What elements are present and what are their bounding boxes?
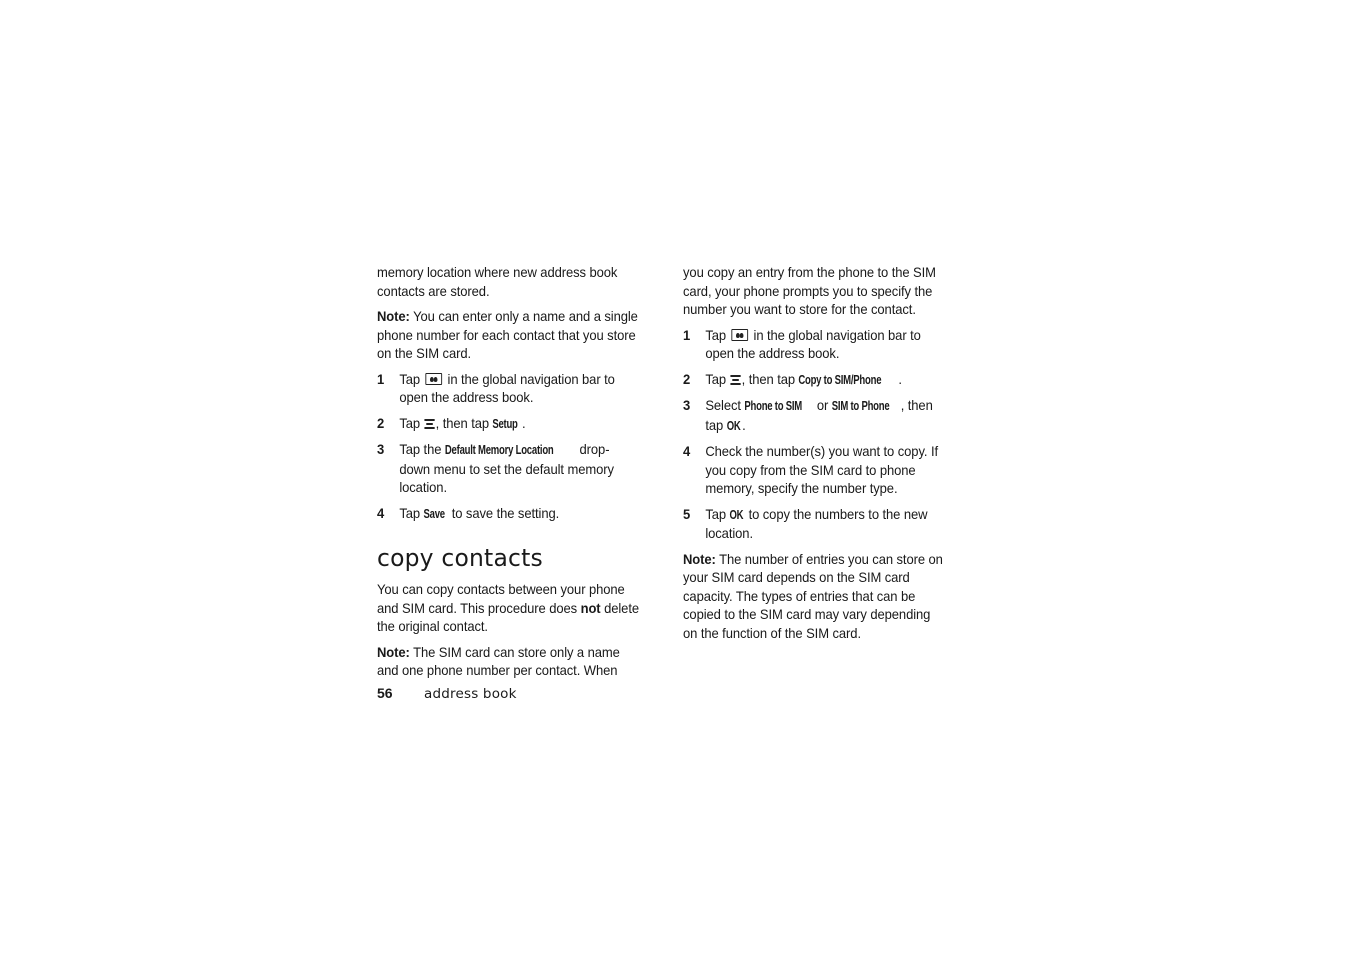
note-text: You can enter only a name and a single phone number for each contact that you store on the SIM card. [377,308,638,361]
page-number: 56 [377,685,393,701]
intro-paragraph: memory location where new address book contacts are stored. [377,264,618,299]
step-text: Tap [399,370,424,387]
step-item [377,414,639,434]
section-title: copy contacts [377,544,543,572]
emphasis-text: not [580,599,601,616]
ui-label-setup: Setup [492,416,518,431]
contacts-icon [425,373,442,385]
note-paragraph [377,643,639,680]
note-label: Note: [683,550,716,567]
step-text: . [898,370,902,387]
step-item [683,370,945,390]
step-text: to save the setting. [448,504,560,521]
note-text: The SIM card can store only a name and one phone number per contact. When [377,643,620,678]
step-number: 4 [377,504,385,521]
step-text: . [742,416,746,433]
step-text: Tap [705,370,730,387]
setup-steps-list [377,370,639,524]
step-text: Check the number(s) you want to copy. If you copy from the SIM card to phone memory, specify the number type. [705,443,939,496]
left-column [377,263,639,687]
ui-label-copy-to-sim-phone: Copy to SIM/Phone [798,372,882,387]
step-number: 3 [377,441,385,457]
step-number: 2 [683,370,691,387]
step-number: 5 [683,505,691,522]
running-head: address book [424,686,517,702]
ui-label-sim-to-phone: SIM to Phone [831,399,890,413]
step-item [683,326,945,363]
note-text: The number of entries you can store on your SIM card depends on the SIM card capacity. The types of entries that can be copied to the SIM card may vary depending on the function of the SIM card. [683,550,943,641]
step-text: Tap [399,504,424,521]
note-label: Note: [377,308,410,324]
step-text: , then tap [435,414,493,431]
ui-label-save: Save [423,506,445,521]
step-text: , then tap [705,397,933,433]
copy-steps-list [683,326,945,543]
step-text: . [522,414,526,431]
note-paragraph [377,307,639,363]
menu-icon [730,374,740,385]
step-text: Tap the [399,441,445,457]
step-text: Tap [399,414,424,431]
note-label: Note: [377,643,410,660]
body-paragraph [377,580,639,636]
step-number: 1 [377,370,385,387]
ui-label-ok: OK [729,507,744,522]
ui-label-default-memory-location: Default Memory Location [444,443,554,457]
step-item [377,440,639,497]
step-number: 1 [683,326,691,343]
step-text: Tap [705,326,730,343]
step-text: to copy the numbers to the new location. [705,505,928,541]
step-text: in the global navigation bar to open the address book. [705,326,921,361]
body-text: You can copy contacts between your phone and SIM card. This procedure does [377,581,625,616]
step-number: 2 [377,414,385,431]
step-item [377,370,639,407]
menu-icon [424,418,434,429]
step-number: 4 [683,443,691,459]
contacts-icon [731,329,748,341]
body-text: delete the original contact. [377,599,639,634]
step-text: or [813,397,832,413]
ui-label-ok: OK [726,418,741,433]
intro-paragraph: you copy an entry from the phone to the SIM card, your phone prompts you to specify the number you want to store for the contact. [683,264,936,317]
step-text: Tap [705,505,730,522]
ui-label-phone-to-sim: Phone to SIM [744,399,803,413]
step-text: in the global navigation bar to open the address book. [399,370,615,405]
page-footer [377,685,517,702]
step-item [683,442,945,498]
step-item [377,504,639,524]
step-text: Select [705,397,745,413]
step-item [683,505,945,543]
step-item [683,396,945,435]
note-paragraph [683,550,945,643]
step-text: , then tap [741,370,799,387]
right-column [683,263,945,649]
step-number: 3 [683,397,691,413]
step-text: drop-down menu to set the default memory location. [399,441,614,495]
